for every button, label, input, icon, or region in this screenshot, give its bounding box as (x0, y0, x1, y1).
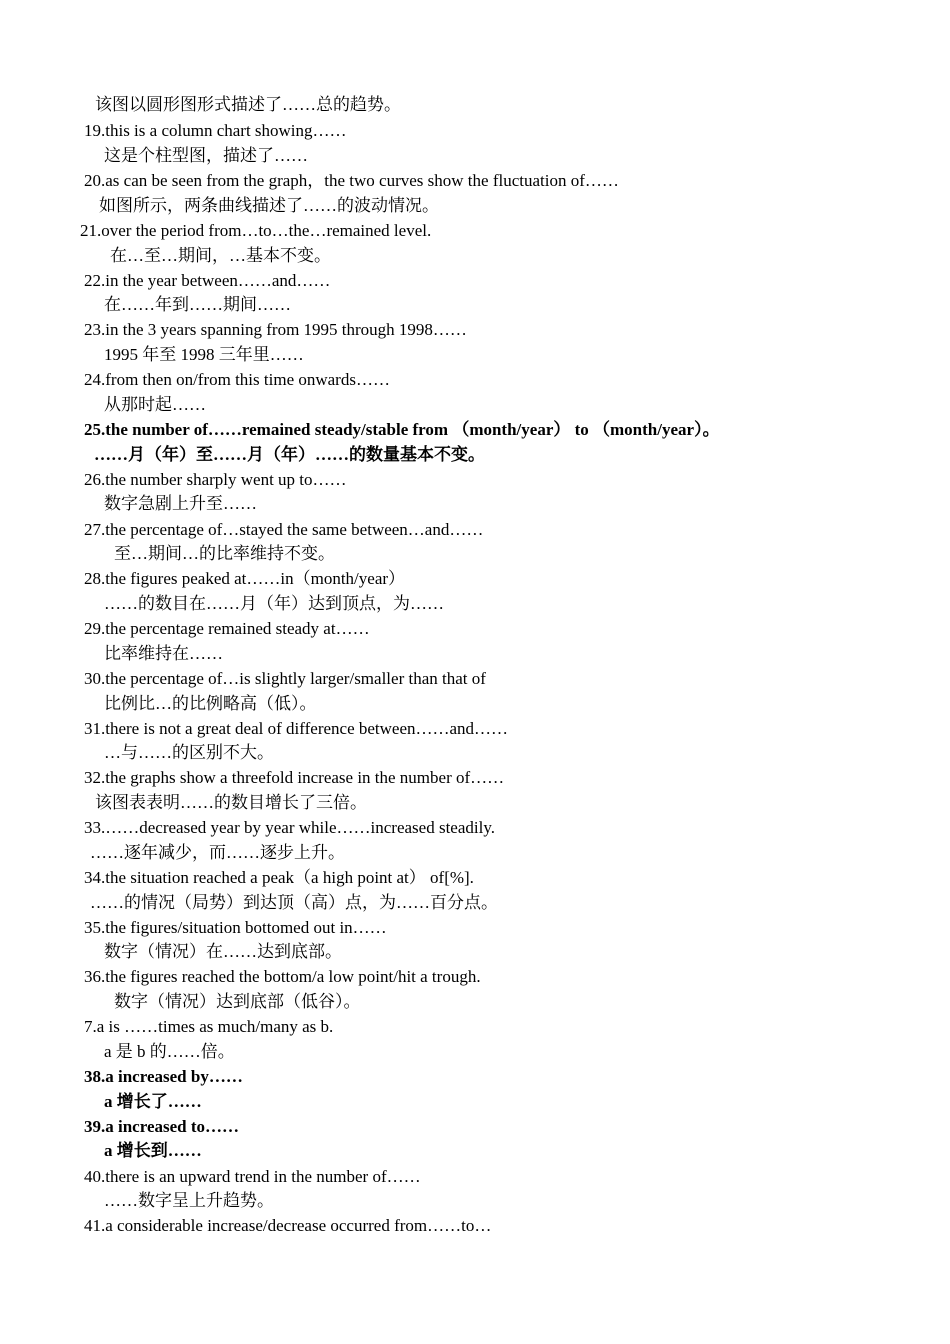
text-line: 35.the figures/situation bottomed out in…… (84, 918, 387, 937)
text-line: 23.in the 3 years spanning from 1995 through 1998…… (84, 320, 467, 339)
text-line: ……的情况（局势）到达顶（高）点，为……百分点。 (90, 893, 498, 912)
text-line: 31.there is not a great deal of difference between……and…… (84, 719, 509, 738)
text-line: 该图以圆形图形式描述了……总的趋势。 (95, 95, 401, 114)
text-line: 1995 年至 1998 三年里…… (104, 345, 304, 364)
text-line: 29.the percentage remained steady at…… (84, 619, 370, 638)
text-line: 41.a considerable increase/decrease occurred from……to… (84, 1216, 492, 1235)
text-line: 22.in the year between……and…… (84, 271, 331, 290)
text-line: …与……的区别不大。 (104, 743, 274, 762)
text-line: ……逐年减少，而……逐步上升。 (90, 843, 345, 862)
text-line-bold: 25.the number of……remained steady/stable from （month/year） to （month/year）。 (84, 420, 720, 439)
text-line-bold: 38.a increased by…… (84, 1067, 243, 1086)
text-line: 27.the percentage of…stayed the same between…and…… (84, 520, 484, 539)
text-line: 34.the situation reached a peak（a high point at） of[%]. (84, 868, 474, 887)
text-line: 30.the percentage of…is slightly larger/smaller than that of (84, 669, 486, 688)
text-line: a 是 b 的……倍。 (104, 1042, 235, 1061)
text-line: 数字急剧上升至…… (104, 494, 257, 513)
text-line: 21.over the period from…to…the…remained level. (80, 221, 432, 240)
text-line: 32.the graphs show a threefold increase in the number of…… (84, 768, 505, 787)
text-line: 这是个柱型图，描述了…… (104, 146, 308, 165)
text-line: 至…期间…的比率维持不变。 (114, 544, 335, 563)
text-line: ……数字呈上升趋势。 (104, 1191, 274, 1210)
text-line: 比例比…的比例略高（低）。 (104, 694, 317, 713)
text-line: 40.there is an upward trend in the number of…… (84, 1167, 421, 1186)
text-line: 28.the figures peaked at……in（month/year） (84, 569, 406, 588)
text-line: 24.from then on/from this time onwards…… (84, 370, 390, 389)
text-line: 在……年到……期间…… (104, 295, 291, 314)
text-line: 7.a is ……times as much/many as b. (84, 1017, 334, 1036)
text-line: 该图表表明……的数目增长了三倍。 (95, 793, 367, 812)
text-line: 数字（情况）在……达到底部。 (104, 942, 342, 961)
text-line: 26.the number sharply went up to…… (84, 470, 347, 489)
text-line: 33.……decreased year by year while……increased steadily. (84, 818, 495, 837)
text-line-bold: ……月（年）至……月（年）……的数量基本不变。 (94, 445, 485, 464)
text-line-bold: a 增长到…… (104, 1141, 202, 1160)
text-line: 从那时起…… (104, 395, 206, 414)
text-line: 20.as can be seen from the graph，the two curves show the fluctuation of…… (84, 171, 619, 190)
text-line: 36.the figures reached the bottom/a low point/hit a trough. (84, 967, 481, 986)
text-line-bold: 39.a increased to…… (84, 1117, 240, 1136)
text-line: ……的数目在……月（年）达到顶点，为…… (104, 594, 444, 613)
text-line: 在…至…期间，…基本不变。 (110, 246, 331, 265)
text-line: 数字（情况）达到底部（低谷）。 (114, 992, 361, 1011)
text-line: 如图所示，两条曲线描述了……的波动情况。 (99, 196, 439, 215)
text-line: 19.this is a column chart showing…… (84, 121, 347, 140)
text-line-bold: a 增长了…… (104, 1092, 202, 1111)
text-line: 比率维持在…… (104, 644, 223, 663)
